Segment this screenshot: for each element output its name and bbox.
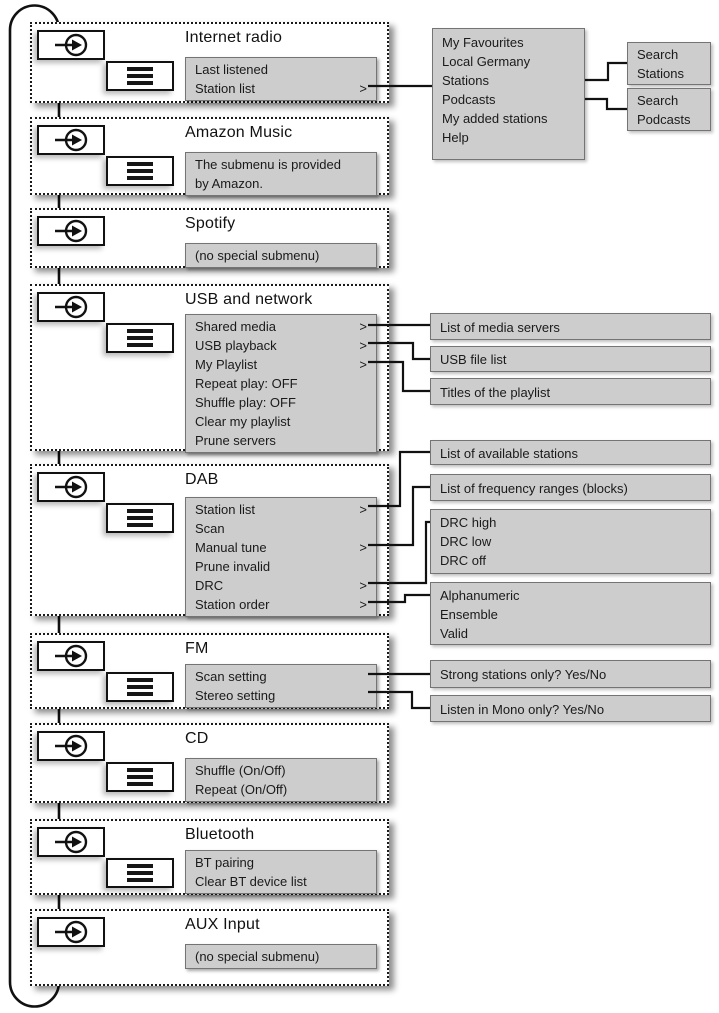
- menu-item: Last listened: [195, 62, 268, 77]
- menu-icon: [106, 156, 174, 186]
- detail-line: Search: [637, 93, 679, 108]
- detail-line: Listen in Mono only? Yes/No: [440, 702, 605, 717]
- detail-box-station-order-options: [430, 582, 711, 645]
- detail-box-drc-options: [430, 509, 711, 574]
- detail-line: Stations: [637, 66, 684, 81]
- detail-line: DRC off: [440, 553, 486, 568]
- block-title: CD: [185, 730, 209, 747]
- menu-icon: [106, 323, 174, 353]
- menu-item: Repeat (On/Off): [195, 782, 288, 797]
- input-source-icon: [37, 125, 105, 155]
- block-title: USB and network: [185, 291, 313, 308]
- menu-item: Station order >: [195, 597, 367, 612]
- detail-line: Ensemble: [440, 607, 498, 622]
- submenu-box: [185, 497, 377, 617]
- detail-line: USB file list: [440, 352, 507, 367]
- block-title: Internet radio: [185, 29, 283, 46]
- chevron-right-icon: >: [359, 81, 367, 96]
- menu-item: Prune servers: [195, 433, 276, 448]
- input-source-icon: [37, 30, 105, 60]
- detail-line: Titles of the playlist: [440, 385, 551, 400]
- menu-item: Repeat play: OFF: [195, 376, 298, 391]
- menu-icon: [106, 762, 174, 792]
- chevron-right-icon: >: [359, 357, 367, 372]
- detail-line: DRC low: [440, 534, 492, 549]
- input-source-icon: [37, 731, 105, 761]
- menu-item: Clear BT device list: [195, 874, 307, 889]
- block-title: Amazon Music: [185, 124, 293, 141]
- menu-item: Shuffle (On/Off): [195, 763, 286, 778]
- menu-item: DRC >: [195, 578, 367, 593]
- detail-box-mono-only: [430, 695, 711, 722]
- chevron-right-icon: >: [359, 578, 367, 593]
- source-block-internet-radio: [30, 22, 389, 103]
- detail-box-search-stations: [627, 42, 711, 85]
- input-source-icon: [37, 472, 105, 502]
- submenu-box: [185, 57, 377, 101]
- menu-item: Shuffle play: OFF: [195, 395, 296, 410]
- detail-line: My Favourites: [442, 35, 524, 50]
- source-block-amazon-music: [30, 117, 389, 195]
- menu-icon: [106, 672, 174, 702]
- detail-line: Valid: [440, 626, 468, 641]
- source-block-fm: [30, 633, 389, 709]
- detail-box-frequency-ranges: [430, 474, 711, 501]
- detail-box-available-stations: [430, 440, 711, 465]
- detail-line: Podcasts: [442, 92, 496, 107]
- submenu-note-line: by Amazon.: [195, 176, 263, 191]
- source-block-usb-and-network: [30, 284, 389, 451]
- menu-item: Station list >: [195, 81, 367, 96]
- source-block-cd: [30, 723, 389, 803]
- detail-line: Podcasts: [637, 112, 691, 127]
- source-block-bluetooth: [30, 819, 389, 895]
- block-title: AUX Input: [185, 916, 260, 933]
- menu-item: Prune invalid: [195, 559, 271, 574]
- block-title: Bluetooth: [185, 826, 255, 843]
- detail-line: Search: [637, 47, 679, 62]
- menu-icon: [106, 61, 174, 91]
- menu-item: Stereo setting: [195, 688, 276, 703]
- menu-icon: [106, 503, 174, 533]
- input-source-icon: [37, 917, 105, 947]
- submenu-box: [185, 152, 377, 196]
- submenu-note-line: The submenu is provided: [195, 157, 341, 172]
- chevron-right-icon: >: [359, 597, 367, 612]
- detail-line: List of available stations: [440, 446, 579, 461]
- detail-box-search-podcasts: [627, 88, 711, 131]
- chevron-right-icon: >: [359, 540, 367, 555]
- submenu-box: [185, 758, 377, 802]
- chevron-right-icon: >: [359, 338, 367, 353]
- submenu-box: [185, 243, 377, 268]
- source-block-spotify: [30, 208, 389, 268]
- detail-line: Stations: [442, 73, 489, 88]
- menu-item: Manual tune >: [195, 540, 367, 555]
- submenu-box: [185, 850, 377, 894]
- submenu-box: [185, 314, 377, 453]
- detail-box-playlist-titles: [430, 378, 711, 405]
- submenu-note-line: (no special submenu): [195, 949, 320, 964]
- submenu-box: [185, 664, 377, 708]
- detail-box-usb-file-list: [430, 346, 711, 372]
- detail-line: List of frequency ranges (blocks): [440, 481, 628, 496]
- detail-line: List of media servers: [440, 320, 560, 335]
- source-block-aux-input: [30, 909, 389, 986]
- submenu-box: [185, 944, 377, 969]
- menu-item: BT pairing: [195, 855, 255, 870]
- block-title: DAB: [185, 471, 219, 488]
- detail-box-strong-stations: [430, 660, 711, 688]
- menu-item: Scan setting: [195, 669, 267, 684]
- chevron-right-icon: >: [359, 319, 367, 334]
- detail-line: Help: [442, 130, 469, 145]
- input-source-icon: [37, 641, 105, 671]
- detail-line: DRC high: [440, 515, 497, 530]
- source-block-dab: [30, 464, 389, 616]
- menu-item: Scan: [195, 521, 225, 536]
- menu-icon: [106, 858, 174, 888]
- detail-line: Strong stations only? Yes/No: [440, 667, 607, 682]
- detail-line: My added stations: [442, 111, 548, 126]
- menu-item: USB playback >: [195, 338, 367, 353]
- chevron-right-icon: >: [359, 502, 367, 517]
- detail-line: Local Germany: [442, 54, 531, 69]
- detail-line: Alphanumeric: [440, 588, 520, 603]
- detail-box-media-servers: [430, 313, 711, 340]
- input-source-icon: [37, 827, 105, 857]
- input-source-icon: [37, 292, 105, 322]
- block-title: FM: [185, 640, 209, 657]
- block-title: Spotify: [185, 215, 236, 232]
- submenu-note-line: (no special submenu): [195, 248, 320, 263]
- menu-item: Clear my playlist: [195, 414, 291, 429]
- input-source-icon: [37, 216, 105, 246]
- detail-box-internet-radio-stations: [432, 28, 585, 160]
- menu-item: My Playlist >: [195, 357, 367, 372]
- menu-item: Station list >: [195, 502, 367, 517]
- menu-item: Shared media >: [195, 319, 367, 334]
